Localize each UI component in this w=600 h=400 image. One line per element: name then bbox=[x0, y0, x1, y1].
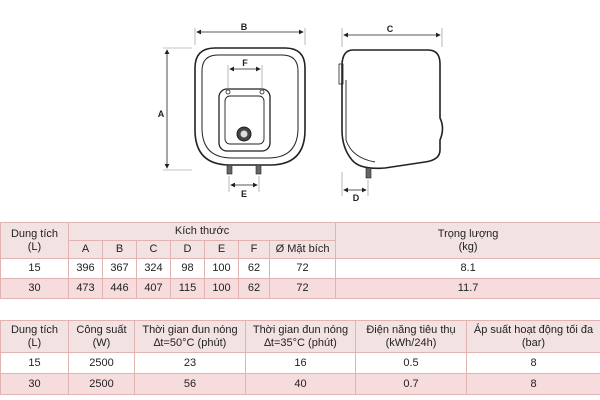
performance-table bbox=[0, 320, 600, 395]
cell-heat-time-50: 56 bbox=[135, 374, 246, 395]
cell-power: 2500 bbox=[69, 353, 135, 374]
cell-capacity: 30 bbox=[1, 374, 69, 395]
cell-energy: 0.5 bbox=[356, 353, 467, 374]
cell-energy: 0.7 bbox=[356, 374, 467, 395]
col-d: D bbox=[171, 241, 205, 259]
cell-b: 446 bbox=[103, 279, 137, 299]
cell-weight: 11.7 bbox=[336, 279, 600, 299]
dim-label-c: C bbox=[386, 24, 394, 34]
table-row bbox=[1, 374, 600, 395]
cell-d: 98 bbox=[171, 259, 205, 279]
cell-max-pressure: 8 bbox=[467, 353, 600, 374]
cell-f: 62 bbox=[239, 279, 270, 299]
cell-flange: 72 bbox=[270, 279, 336, 299]
side-view bbox=[339, 24, 443, 203]
dimensions-table bbox=[0, 222, 600, 299]
cell-heat-time-50: 23 bbox=[135, 353, 246, 374]
cell-a: 473 bbox=[69, 279, 103, 299]
dim-label-e: E bbox=[240, 189, 248, 199]
col-b: B bbox=[103, 241, 137, 259]
header-power: Công suất (W) bbox=[69, 321, 135, 353]
cell-weight: 8.1 bbox=[336, 259, 600, 279]
cell-c: 407 bbox=[137, 279, 171, 299]
header-capacity: Dung tích (L) bbox=[1, 223, 69, 259]
table-row bbox=[1, 259, 600, 279]
cell-max-pressure: 8 bbox=[467, 374, 600, 395]
col-e: E bbox=[205, 241, 239, 259]
cell-e: 100 bbox=[205, 279, 239, 299]
cell-power: 2500 bbox=[69, 374, 135, 395]
cell-f: 62 bbox=[239, 259, 270, 279]
cell-heat-time-35: 16 bbox=[246, 353, 356, 374]
cell-c: 324 bbox=[137, 259, 171, 279]
cell-flange: 72 bbox=[270, 259, 336, 279]
header-dimensions: Kích thước bbox=[69, 223, 336, 241]
header-capacity: Dung tích (L) bbox=[1, 321, 69, 353]
cell-capacity: 30 bbox=[1, 279, 69, 299]
header-energy: Điện năng tiêu thụ (kWh/24h) bbox=[356, 321, 467, 353]
col-a: A bbox=[69, 241, 103, 259]
cell-capacity: 15 bbox=[1, 259, 69, 279]
front-view bbox=[158, 22, 305, 199]
table-row bbox=[1, 353, 600, 374]
col-flange: Ø Mặt bích bbox=[270, 241, 336, 259]
dim-label-a: A bbox=[157, 109, 165, 119]
cell-capacity: 15 bbox=[1, 353, 69, 374]
cell-d: 115 bbox=[171, 279, 205, 299]
header-weight: Trọng lượng (kg) bbox=[336, 223, 600, 259]
dim-label-f: F bbox=[242, 58, 248, 68]
cell-a: 396 bbox=[69, 259, 103, 279]
table-row bbox=[1, 279, 600, 299]
dim-label-d: D bbox=[352, 193, 360, 203]
col-f: F bbox=[239, 241, 270, 259]
cell-b: 367 bbox=[103, 259, 137, 279]
header-heat-time-35: Thời gian đun nóng ∆t=35°C (phút) bbox=[246, 321, 356, 353]
cell-heat-time-35: 40 bbox=[246, 374, 356, 395]
col-c: C bbox=[137, 241, 171, 259]
cell-e: 100 bbox=[205, 259, 239, 279]
dim-label-b: B bbox=[240, 22, 248, 32]
header-max-pressure: Áp suất hoạt động tối đa (bar) bbox=[467, 321, 600, 353]
header-heat-time-50: Thời gian đun nóng ∆t=50°C (phút) bbox=[135, 321, 246, 353]
